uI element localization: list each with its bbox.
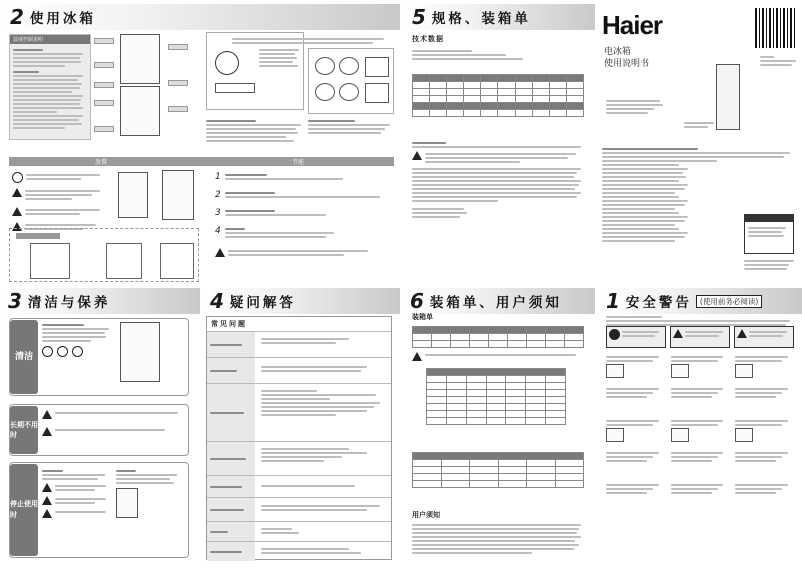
cover-line-1: 电冰箱	[604, 47, 632, 57]
diagram-callout	[168, 106, 188, 112]
qr-code-icon	[755, 8, 795, 48]
section-number: 2	[10, 5, 24, 29]
hazard-table	[426, 368, 566, 425]
temperature-info-box	[9, 34, 91, 140]
tab-stop-use: 停止使用时	[10, 464, 38, 556]
faq-heading: 常见问题	[211, 320, 247, 328]
temperature-dial-icon	[215, 51, 239, 75]
energy-steps: 1 2 3 4	[215, 172, 393, 258]
safety-warning-boxes	[606, 326, 794, 348]
tab-cleaning: 清洁	[10, 320, 38, 394]
diagram-callout	[94, 62, 114, 68]
section-title: 安全警告	[625, 295, 692, 311]
no-icon	[12, 172, 23, 183]
haier-logo: Haier	[602, 10, 663, 40]
warning-icon	[12, 207, 22, 216]
section-number: 4	[210, 289, 224, 313]
control-strip	[215, 83, 255, 93]
diagram-callout	[94, 100, 114, 106]
section-2-banner	[10, 4, 96, 30]
stop-use-text	[42, 468, 112, 521]
section-title: 规格、装箱单	[431, 11, 531, 27]
packing-heading: 装箱单	[412, 313, 433, 321]
section-number: 5	[412, 5, 426, 29]
section-title: 使用冰箱	[29, 11, 96, 27]
section-4-banner	[210, 288, 296, 314]
service-stamp	[744, 214, 794, 254]
tab-long-term: 长期不用时	[10, 406, 38, 454]
diagram-callout	[94, 126, 114, 132]
fridge-lower-diagram	[120, 86, 160, 136]
cover-title	[604, 46, 649, 70]
packing-note	[412, 352, 584, 361]
fridge-upper-diagram	[120, 34, 160, 84]
cover-model-info	[760, 54, 796, 68]
placement-label: 放置	[95, 159, 108, 166]
safety-items-grid	[606, 354, 794, 510]
spec-notes	[412, 48, 582, 62]
section-number: 3	[8, 289, 22, 313]
long-term-text	[42, 410, 184, 436]
section-number: 1	[606, 289, 620, 313]
diagram-callout	[94, 38, 114, 44]
sec2-text-col	[206, 118, 306, 144]
placement-header-bar	[9, 157, 394, 166]
placement-diagram-box	[9, 228, 199, 282]
section-1-banner	[606, 288, 762, 314]
warning-icon	[12, 188, 22, 197]
placement-fridge-icon	[118, 172, 148, 218]
cover-fridge-image	[716, 64, 740, 130]
spec-notice	[412, 140, 584, 220]
notice-text	[412, 522, 584, 556]
spec-heading: 技术数据	[412, 35, 444, 43]
section-subtitle: (使用前务必阅读)	[696, 295, 762, 308]
cover-line-2: 使用说明书	[604, 59, 650, 69]
cleaning-fridge-diagram	[120, 322, 160, 382]
section-number: 6	[410, 289, 424, 313]
packing-table	[412, 326, 584, 348]
stop-use-text-2	[116, 468, 184, 518]
section-title: 疑问解答	[229, 295, 296, 311]
section-5-banner	[412, 4, 531, 30]
diagram-callout	[168, 80, 188, 86]
info-box-header: 温度控制说明	[10, 35, 90, 44]
energy-label: 节能	[292, 159, 305, 166]
energy-table	[412, 452, 584, 488]
notice-heading: 用户须知	[412, 511, 440, 519]
placement-fridge-icon-2	[162, 170, 194, 220]
service-info	[744, 258, 794, 272]
section-3-banner	[8, 288, 110, 314]
sec2-text-col-2	[308, 118, 394, 136]
diagram-callout	[168, 44, 188, 50]
control-text	[232, 36, 392, 46]
cleaning-text	[42, 322, 112, 357]
section-title: 装箱单、用户须知	[429, 295, 562, 311]
placement-warnings	[12, 172, 104, 232]
faq-table	[206, 316, 392, 560]
diagram-callout	[94, 82, 114, 88]
spec-table	[412, 74, 584, 117]
cover-address	[606, 98, 666, 116]
warning-icon	[215, 248, 225, 257]
section-title: 清洁与保养	[27, 295, 111, 311]
section-6-banner	[410, 288, 562, 314]
shelf-diagram-box	[308, 48, 394, 114]
